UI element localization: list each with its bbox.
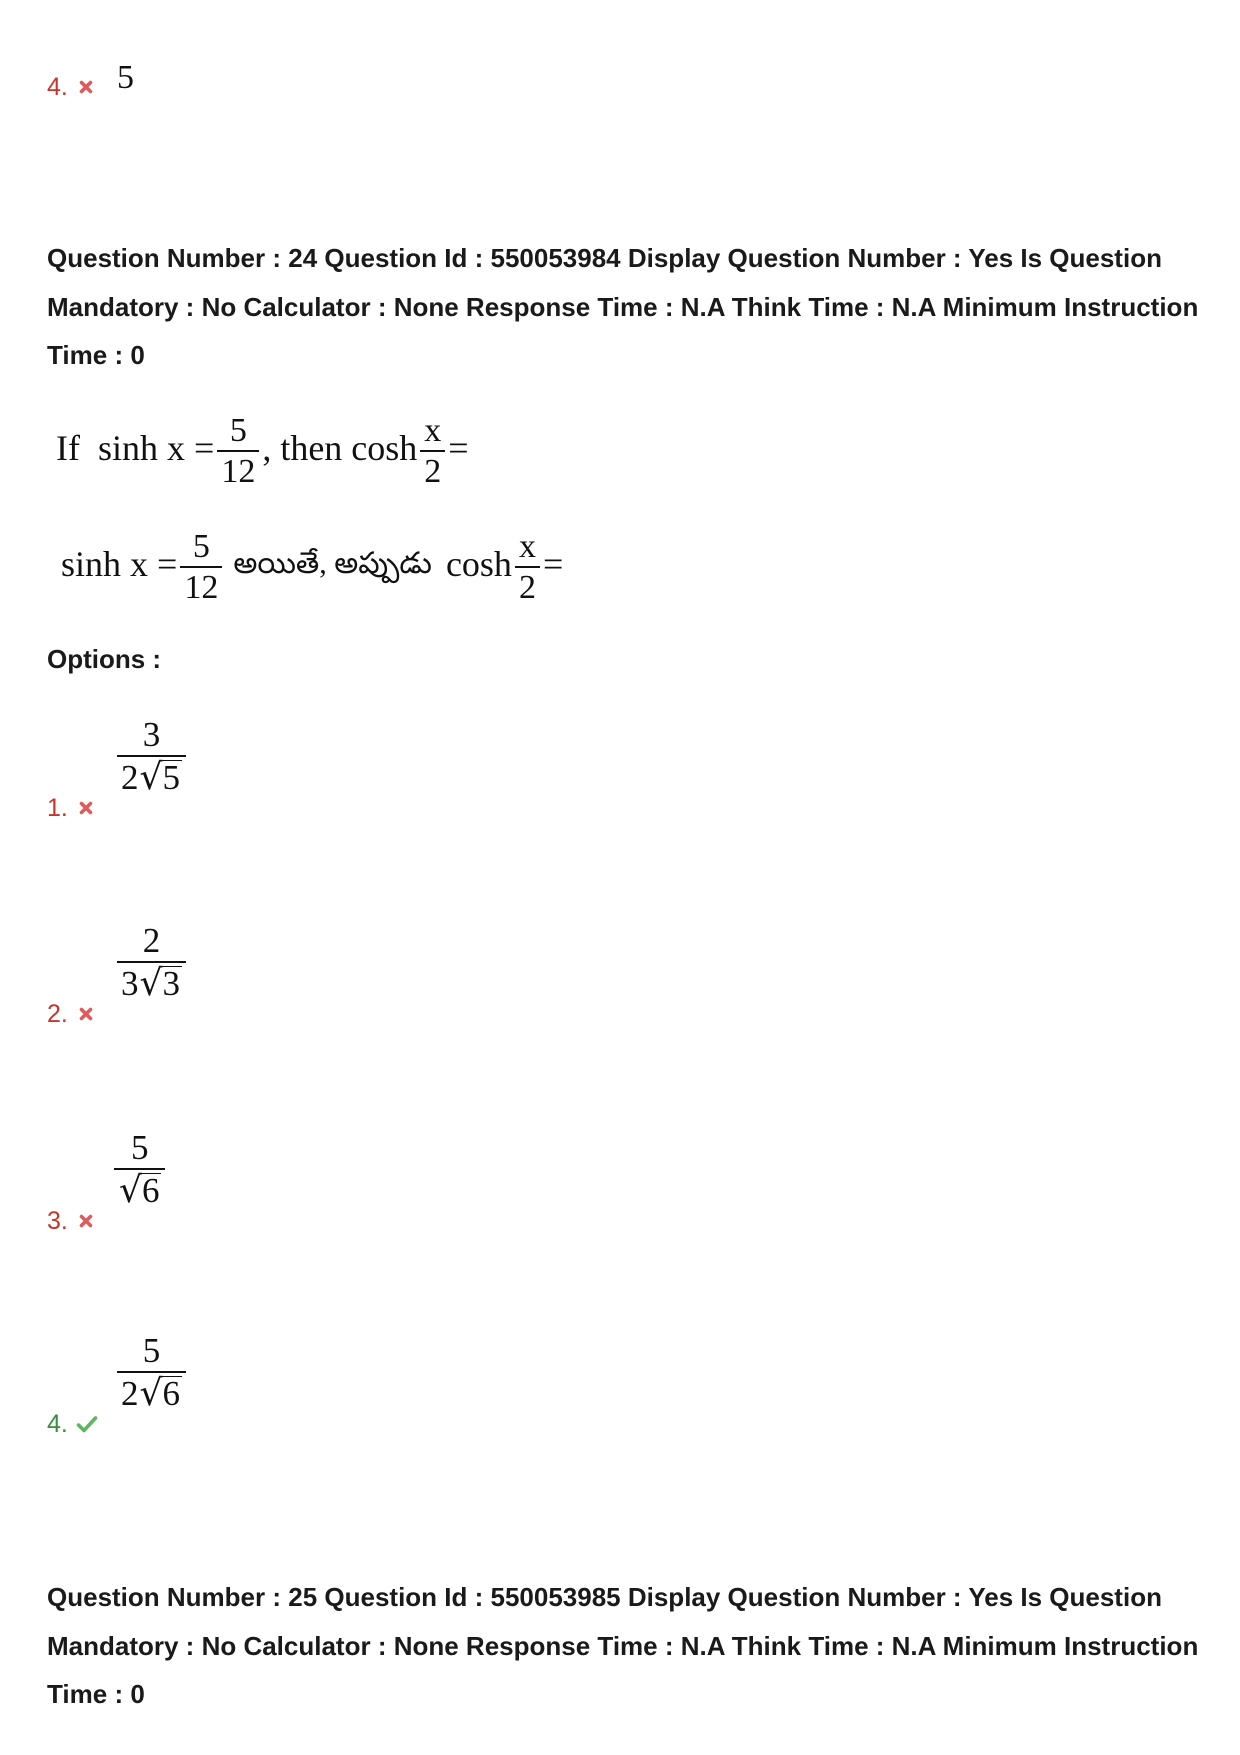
radical-sign: √ xyxy=(139,962,163,1004)
question-stem-english xyxy=(56,411,469,491)
stem-fraction xyxy=(180,527,222,607)
option-item xyxy=(47,920,467,1050)
option-number: 3. xyxy=(47,1207,68,1235)
radical-sign: √ xyxy=(119,1169,142,1211)
check-icon xyxy=(76,1415,98,1433)
stem-suffix: = xyxy=(448,428,469,468)
option-number: 1. xyxy=(47,794,68,822)
question-header xyxy=(47,234,1198,380)
fraction-denominator: 12 xyxy=(221,452,256,490)
option-number: 2. xyxy=(47,1000,68,1028)
question-header-line: Question Number : 25 Question Id : 550053985 Display Question Number : Yes Is Question xyxy=(47,1582,1162,1612)
radicand: 3 xyxy=(162,963,180,1003)
stem-function: cosh xyxy=(445,544,512,584)
stem-telugu-text: అయితే, అప్పుడు xyxy=(233,547,432,580)
stem-middle: , then cosh xyxy=(262,428,418,468)
radicand: 5 xyxy=(162,757,180,797)
radical-sign: √ xyxy=(139,756,163,798)
option-item xyxy=(47,1330,467,1460)
stem-prefix: sinh x = xyxy=(97,428,215,468)
cross-icon xyxy=(78,1213,94,1229)
fraction-denominator: 2 xyxy=(424,452,442,490)
question-header-line: Time : 0 xyxy=(47,340,145,370)
radical-sign: √ xyxy=(139,1372,163,1414)
question-header-line: Mandatory : No Calculator : None Response Time : N.A Think Time : N.A Minimum Instruction xyxy=(47,291,1199,322)
options-label: Options : xyxy=(47,644,162,674)
previous-question-option xyxy=(47,57,467,187)
question-header-line: Mandatory : No Calculator : None Response Time : N.A Think Time : N.A Minimum Instruction xyxy=(47,1630,1199,1661)
cross-icon xyxy=(78,1006,94,1022)
option-fraction xyxy=(117,1330,186,1414)
option-fraction xyxy=(114,1127,165,1211)
question-header xyxy=(47,1573,1198,1719)
fraction-numerator: 5 xyxy=(229,412,247,450)
stem-fraction xyxy=(515,527,540,607)
stem-prefix: sinh x = xyxy=(61,544,178,584)
fraction-denominator xyxy=(117,963,186,1004)
fraction-numerator: x xyxy=(424,412,442,450)
question-stem-telugu xyxy=(61,527,563,607)
stem-fraction xyxy=(420,411,445,491)
radicand: 6 xyxy=(141,1170,160,1210)
option-fraction xyxy=(117,920,186,1004)
fraction-numerator: 5 xyxy=(130,1128,149,1167)
question-header-line: Question Number : 24 Question Id : 550053984 Display Question Number : Yes Is Question xyxy=(47,243,1162,273)
fraction-numerator: 5 xyxy=(192,528,210,566)
radicand: 6 xyxy=(162,1373,180,1413)
denominator-coefficient: 2 xyxy=(121,1373,139,1413)
option-item xyxy=(47,714,467,844)
option-number: 4. xyxy=(47,1410,68,1438)
question-header-line: Time : 0 xyxy=(47,1679,145,1709)
fraction-numerator: 5 xyxy=(142,1331,161,1370)
fraction-denominator xyxy=(117,1373,186,1414)
fraction-denominator xyxy=(117,757,186,798)
stem-suffix: = xyxy=(542,544,564,584)
cross-icon xyxy=(78,800,94,816)
fraction-denominator: 2 xyxy=(518,568,536,606)
option-item xyxy=(47,1127,467,1257)
fraction-denominator xyxy=(114,1170,165,1211)
stem-lead: If xyxy=(56,428,80,468)
denominator-coefficient: 3 xyxy=(121,963,139,1003)
option-number: 4. xyxy=(47,73,68,101)
fraction-denominator: 12 xyxy=(184,568,219,606)
option-value: 5 xyxy=(117,59,134,96)
stem-fraction xyxy=(217,411,259,491)
cross-icon xyxy=(78,79,94,95)
fraction-numerator: 3 xyxy=(142,715,161,754)
fraction-numerator: 2 xyxy=(142,921,161,960)
denominator-coefficient: 2 xyxy=(121,757,139,797)
fraction-numerator: x xyxy=(518,528,536,566)
option-fraction xyxy=(117,714,186,798)
